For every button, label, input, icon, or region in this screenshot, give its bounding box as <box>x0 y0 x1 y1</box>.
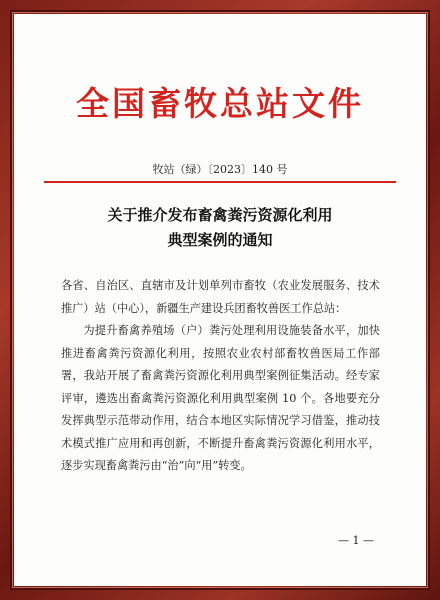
notice-title-line-1: 关于推介发布畜禽粪污资源化利用 <box>107 206 333 224</box>
document-body <box>61 275 380 478</box>
document-page <box>14 14 426 586</box>
notice-title <box>14 203 426 253</box>
addressee: 各省、自治区、直辖市及计划单列市畜牧（农业发展服务、技术推广）站（中心），新疆生产建设兵团畜牧兽医工作总站： <box>61 279 380 315</box>
body-paragraph: 为提升畜禽养殖场（户）粪污处理利用设施装备水平，加快推进畜禽粪污资源化利用，按照农业农村部畜牧兽医局工作部署，我站开展了畜禽粪污资源化利用典型案例征集活动。经专家评审，遴选出畜禽粪污资源化利用典型案例 10 个。各地要充分发挥典型示范带动作用，结合本地区实际情况学习借鉴，推动技术模式推广应用和再创新，不断提升畜禽粪污资源化利用水平，逐步实现畜禽粪污由“治”向“用”转变。 <box>61 324 380 472</box>
issuing-organization-title: 全国畜牧总站文件 <box>76 84 364 123</box>
page-number: — 1 — <box>338 534 374 547</box>
red-separator-line <box>44 181 396 183</box>
document-number: 牧站（绿）〔2023〕140 号 <box>152 163 288 176</box>
notice-title-line-2: 典型案例的通知 <box>167 231 273 249</box>
